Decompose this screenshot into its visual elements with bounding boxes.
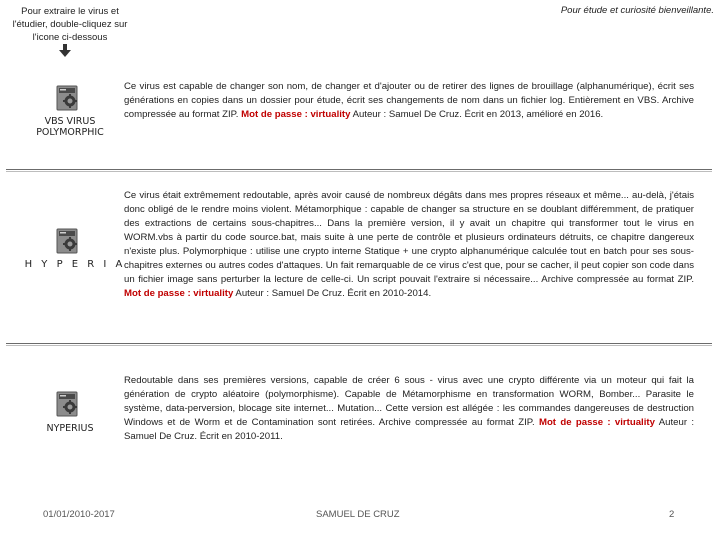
entry-name[interactable] xyxy=(20,259,130,270)
entry-description xyxy=(124,80,694,122)
script-file-icon[interactable] xyxy=(55,85,81,111)
author-text: Auteur : Samuel De Cruz. Écrit en 2013, amélioré en 2016. xyxy=(350,109,604,120)
separator xyxy=(6,343,712,344)
instruction-line: Pour extraire le virus et xyxy=(21,6,119,17)
entry-description xyxy=(124,374,694,444)
description-text: Ce virus est capable de changer son nom, de changer et d'ajouter ou de retirer des lignes de brouillage (alphanumérique), écrit ses générations en copies dans un dossier pour étude, écrit ses changements de nom dans un fichier log. Entièrement en VBS. Archive compressée au format ZIP. xyxy=(124,81,694,120)
entry-name-line: POLYMORPHIC xyxy=(36,127,104,138)
down-arrow-icon xyxy=(58,44,72,58)
extract-instructions xyxy=(0,5,140,44)
footer-date: 01/01/2010-2017 xyxy=(43,509,115,520)
author-text: Auteur : Samuel De Cruz. Écrit en 2010-2011. xyxy=(124,417,695,442)
author-text: Auteur : Samuel De Cruz. Écrit en 2010-2014. xyxy=(233,288,432,299)
password-label: Mot de passe : virtuality xyxy=(538,417,655,428)
entry-name[interactable] xyxy=(20,116,120,138)
password-label: Mot de passe : virtuality xyxy=(124,288,234,299)
entry-name-line: NYPERIUS xyxy=(46,423,94,434)
description-text: Ce virus était extrêmement redoutable, après avoir causé de nombreux dégâts dans mes propres réseaux et même... au-delà, j'étais donc obligé de le rendre moins violent. Métamorphique : capable de changer sa structure en se doublant différemment, de pratiquer des extractions de certains sous-chapitres... Dans la première version, il y avait un chapitre qui transformer tout le virus en WORM.vbs à partir du code source.bat, mais suite à une perte de contrôle et plusieurs ordinateurs détruits, ce chapitre dangereux n'existe plus. Polymorphique : utilise une crypto interne Statique + une crypto alphanumérique calculée tout en batch pour ses sous-chapitres externes ou autres codes d'attaques. Un fait remarquable de ce virus c'est que, pour se cacher, il peut copier son code dans un fichier image sans perturber la lecture de celle-ci. Un script pouvait l'extraire si nécessaire... Archive compressée au format ZIP. xyxy=(124,190,694,285)
password-label: Mot de passe : virtuality xyxy=(241,109,351,120)
page-number: 2 xyxy=(669,509,675,520)
instruction-line: l'icone ci-dessous xyxy=(32,32,108,43)
instruction-line: l'étudier, double-cliquez sur xyxy=(12,19,128,30)
curiosity-note: Pour étude et curiosité bienveillante. xyxy=(560,5,714,16)
separator xyxy=(6,169,712,170)
entry-name[interactable] xyxy=(20,423,120,434)
script-file-icon[interactable] xyxy=(55,228,81,254)
entry-description xyxy=(124,189,694,301)
description-text: Redoutable dans ses premières versions, capable de créer 6 sous - virus avec une crypto différente via un moteur qui fait la génération de crypto aléatoire (polymorphisme). Capable de Métamorphisme en transformation WORM, Bomber... Parasite le système, data-perversion, blocage site internet... Mutation... Cette version est allégée : les commandes dangereuses de destruction Windows et de Worm et de Contamination sont retirées. Archive compressée au format ZIP. xyxy=(124,375,694,428)
script-file-icon[interactable] xyxy=(55,391,81,417)
entry-name-line: VBS VIRUS xyxy=(44,116,96,127)
footer-author: SAMUEL DE CRUZ xyxy=(316,509,400,520)
entry-name-line: H Y P E R I A xyxy=(24,259,126,270)
